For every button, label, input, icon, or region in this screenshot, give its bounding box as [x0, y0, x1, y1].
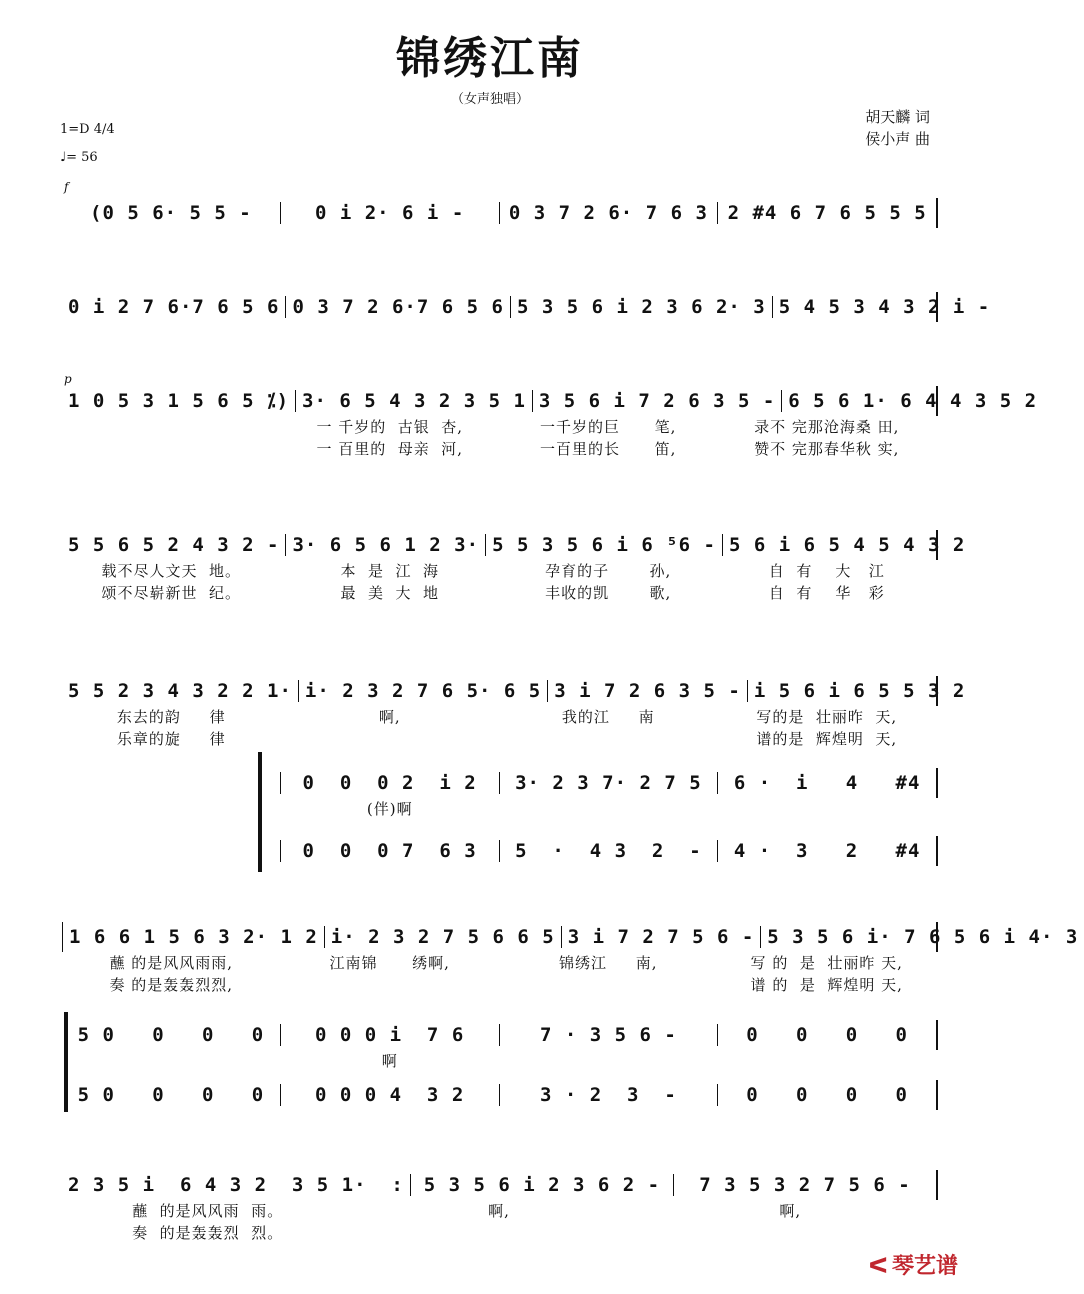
measure: 5 0 0 0 0 — [77, 1084, 265, 1106]
page-title: 锦绣江南 — [396, 33, 584, 84]
score-line-4 — [62, 530, 966, 604]
lyric — [62, 798, 281, 820]
measure: 7 · 3 5 6 - — [499, 1024, 718, 1046]
lyric: 录不 完那沧海桑 田, — [754, 418, 900, 436]
lyric — [62, 438, 281, 460]
site-logo[interactable] — [868, 1249, 958, 1280]
lyric: 颂不尽崭新世 纪。 — [101, 584, 242, 602]
lyric: 赞不 完那春华秋 实, — [754, 440, 900, 458]
measure: 5 4 5 3 4 3 2 i - — [772, 296, 996, 318]
measure: 0 3 7 2 6·7 6 5 6 — [285, 296, 509, 318]
key-signature: 1=D 4/4 — [60, 122, 115, 137]
lyric — [281, 728, 500, 750]
lyric: 本 是 江 海 — [340, 562, 440, 580]
lyric: 自 有 华 彩 — [768, 584, 885, 602]
lyric-verse-2 — [62, 1222, 936, 1244]
staff — [62, 836, 936, 866]
lyric: 写 的 是 壮丽昨 天, — [750, 954, 903, 972]
measure: 0 0 0 0 — [717, 1024, 936, 1046]
lyric: 我的江 南 — [561, 708, 655, 726]
staff — [62, 292, 991, 322]
lyric — [499, 798, 718, 820]
measure: 5 6 i 6 5 4 5 4 3 2 — [722, 534, 971, 556]
score-line-2 — [62, 292, 991, 322]
lyric — [499, 728, 718, 750]
accompaniment-line-2 — [62, 836, 936, 866]
subtitle: （女声独唱） — [450, 92, 529, 107]
score-line-1 — [62, 198, 936, 228]
lyric: 最 美 大 地 — [340, 584, 440, 602]
lyric: 奏 的是轰轰烈烈, — [109, 976, 234, 994]
dynamic-forte: f — [64, 180, 69, 194]
lyric: 锦绣江 南, — [558, 954, 658, 972]
measure: 1 0 5 3 1 5 6 5 ⁒) — [68, 390, 290, 412]
measure: i· 2 3 2 7 6 5· 6 5 — [298, 680, 547, 702]
lyric — [62, 416, 281, 438]
staff — [62, 1170, 936, 1200]
measure: 2 3 5 i 6 4 3 2 3 5 1· : — [68, 1174, 404, 1196]
staff — [62, 676, 966, 706]
measure: 3 5 6 i 7 2 6 3 5 - — [532, 390, 781, 412]
measure: 5 3 5 6 i· 7 6 5 6 i 4· 3 — [760, 926, 1084, 948]
measure: (0 5 6· 5 5 - — [90, 202, 252, 224]
lyric — [62, 1050, 281, 1072]
measure: 5 3 5 6 i 2 3 6 2 - — [410, 1174, 673, 1196]
measure: 0 i 2 7 6·7 6 5 6 — [68, 296, 280, 318]
lyric: 写的是 壮丽昨 天, — [756, 708, 898, 726]
lyric: 孕育的子 孙, — [545, 562, 672, 580]
lyric: 蘸 的是风风雨 雨。 — [132, 1202, 284, 1220]
lyric: 一百里的长 笛, — [540, 440, 677, 458]
measure: i 5 6 i 6 5 5 3 2 — [747, 680, 971, 702]
score-line-3 — [62, 386, 1038, 460]
lyric-verse-1 — [62, 706, 936, 728]
lyric — [645, 1222, 936, 1244]
accompaniment-line-1 — [62, 768, 936, 820]
measure: 5 3 5 6 i 2 3 6 2· 3 — [510, 296, 772, 318]
lyricist-credit: 胡天麟 词 — [865, 108, 930, 126]
staff — [62, 1020, 936, 1050]
measure: 1 6 6 1 5 6 3 2· 1 2 — [69, 926, 318, 948]
measure: 0 3 7 2 6· 7 6 3 — [499, 202, 718, 224]
measure: 3· 6 5 6 1 2 3· — [285, 534, 485, 556]
lyric-verse-1 — [62, 560, 936, 582]
measure: 0 0 0 7 6 3 — [280, 840, 499, 862]
lyric-verse-2 — [62, 438, 936, 460]
measure: 3 · 2 3 - — [499, 1084, 718, 1106]
lyric: 啊, — [378, 708, 401, 726]
lyric-verse-2 — [62, 974, 936, 996]
lyric: 谱 的 是 辉煌明 天, — [750, 976, 903, 994]
lyric — [718, 1050, 937, 1072]
lyric-verse-1 — [62, 416, 936, 438]
staff — [62, 768, 936, 798]
lyric: (伴)啊 — [366, 800, 413, 818]
measure: 6 · i 4 #4 — [717, 772, 936, 794]
accompaniment-line-3 — [62, 1020, 936, 1072]
lyric — [499, 974, 718, 996]
measure: 0 0 0 2 i 2 — [280, 772, 499, 794]
measure: 4 · 3 2 #4 — [717, 840, 936, 862]
lyric: 江南锦 绣啊, — [329, 954, 450, 972]
logo-text: 琴艺谱 — [891, 1254, 958, 1279]
measure: 5 5 3 5 6 i 6 ⁵6 - — [485, 534, 722, 556]
measure: 3 i 7 2 7 5 6 - — [561, 926, 761, 948]
staff — [62, 1080, 936, 1110]
lyric — [281, 974, 500, 996]
lyric-verse-2 — [62, 728, 936, 750]
lyric: 一千岁的巨 笔, — [540, 418, 677, 436]
credits — [865, 106, 930, 150]
measure: 6 5 6 1· 6 4 4 3 5 2 — [781, 390, 1043, 412]
dynamic-piano: p — [64, 372, 72, 386]
measure: 0 0 0 4 3 2 — [280, 1084, 499, 1106]
lyric: 啊 — [381, 1052, 398, 1070]
staff — [62, 386, 1038, 416]
logo-icon: ᐸ — [868, 1254, 888, 1279]
lyric: 一 千岁的 古银 杏, — [316, 418, 464, 436]
score-line-5 — [62, 676, 966, 750]
lyric: 谱的是 辉煌明 天, — [756, 730, 898, 748]
staff — [62, 530, 966, 560]
lyric: 自 有 大 江 — [768, 562, 885, 580]
measure: 3 i 7 2 6 3 5 - — [547, 680, 747, 702]
lyric-verse-2 — [62, 582, 936, 604]
lyric: 蘸 的是风风雨雨, — [109, 954, 234, 972]
score-line-6 — [62, 922, 1079, 996]
lyric: 东去的韵 律 — [116, 708, 226, 726]
lyric — [353, 1222, 644, 1244]
measure: 0 i 2· 6 i - — [280, 202, 499, 224]
lyric — [718, 798, 937, 820]
lyric: 奏 的是轰轰烈 烈。 — [132, 1224, 284, 1242]
measure: 2 #4 6 7 6 5 5 5 — [717, 202, 936, 224]
measure: 0 0 0 i 7 6 — [280, 1024, 499, 1046]
staff — [62, 198, 936, 228]
lyric-accompaniment — [62, 798, 936, 820]
measure: 5 5 2 3 4 3 2 2 1· — [68, 680, 292, 702]
staff — [62, 922, 1079, 952]
measure: 5 5 6 5 2 4 3 2 - — [68, 534, 280, 556]
lyric: 啊, — [488, 1202, 510, 1220]
lyric: 一 百里的 母亲 河, — [316, 440, 464, 458]
lyric: 丰收的凯 歌, — [545, 584, 672, 602]
measure: 7 3 5 3 2 7 5 6 - — [673, 1174, 936, 1196]
measure: 5 · 4 3 2 - — [499, 840, 718, 862]
measure: 5 0 0 0 0 — [77, 1024, 265, 1046]
lyric: 载不尽人文天 地。 — [101, 562, 242, 580]
lyric-verse-1 — [62, 1200, 936, 1222]
score-line-7 — [62, 1170, 936, 1244]
lyric: 啊, — [779, 1202, 802, 1220]
lyric — [499, 1050, 718, 1072]
measure: 3· 6 5 4 3 2 3 5 1 — [295, 390, 532, 412]
lyric-verse-1 — [62, 952, 936, 974]
measure: 0 0 0 0 — [717, 1084, 936, 1106]
measure: 3· 2 3 7· 2 7 5 — [499, 772, 718, 794]
lyric: 乐章的旋 律 — [116, 730, 226, 748]
tempo-marking: ♩= 56 — [60, 150, 98, 165]
lyric-accompaniment — [62, 1050, 936, 1072]
measure: i· 2 3 2 7 5 6 6 5 — [324, 926, 561, 948]
accompaniment-line-4 — [62, 1080, 936, 1110]
composer-credit: 侯小声 曲 — [865, 130, 930, 148]
